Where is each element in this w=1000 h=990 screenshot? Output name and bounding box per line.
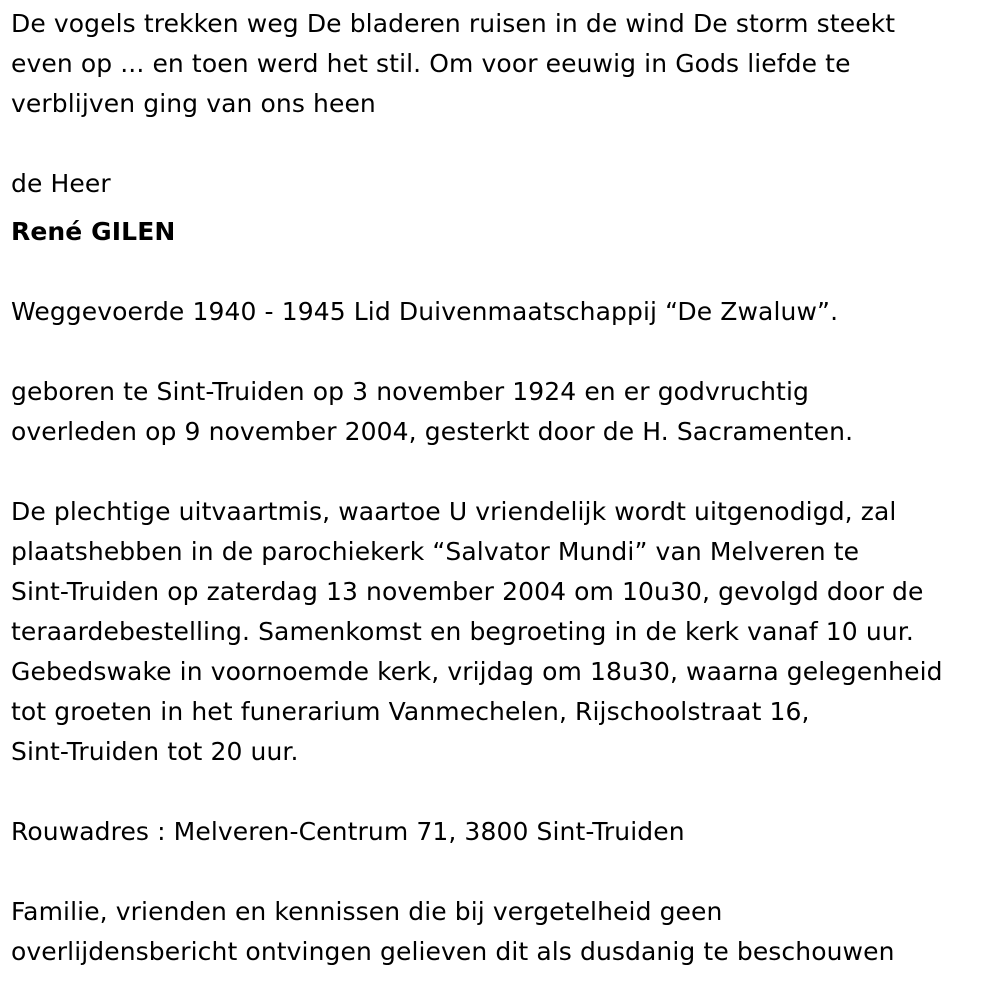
title-prefix: de Heer <box>11 169 111 198</box>
affiliation-text: Weggevoerde 1940 - 1945 Lid Duivenmaatschappij “De Zwaluw”. <box>11 297 839 326</box>
spacer <box>11 124 996 164</box>
intro-poem: De vogels trekken weg De bladeren ruisen in de wind De storm steekt even op ... en toen werd het stil. Om voor eeuwig in Gods liefde te verblijven ging van ons heen <box>11 9 896 118</box>
spacer <box>11 204 996 212</box>
spacer <box>11 852 996 892</box>
spacer <box>11 252 996 292</box>
spacer <box>11 452 996 492</box>
birth-death-text: geboren te Sint-Truiden op 3 november 1924 en er godvruchtig overleden op 9 november 2004, gesterkt door de H. Sacramenten. <box>11 377 854 446</box>
spacer <box>11 772 996 812</box>
funeral-details: De plechtige uitvaartmis, waartoe U vriendelijk wordt uitgenodigd, zal plaatshebben in de parochiekerk “Salvator Mundi” van Melveren te Sint-Truiden op zaterdag 13 november 2004 om 10u30, gevolgd door de teraardebestelling. Samenkomst en begroeting in de kerk vanaf 10 uur. Gebedswake in voornoemde kerk, vrijdag om 18u30, waarna gelegenheid tot groeten in het funerarium Vanmechelen, Rijschoolstraat 16, Sint-Truiden tot 20 uur. <box>11 497 943 766</box>
spacer <box>11 332 996 372</box>
closing-note: Familie, vrienden en kennissen die bij vergetelheid geen overlijdensbericht ontvingen gelieven dit als dusdanig te beschouwen <box>11 897 895 966</box>
death-notice <box>11 4 996 972</box>
mourning-address: Rouwadres : Melveren-Centrum 71, 3800 Sint-Truiden <box>11 817 685 846</box>
deceased-name: René GILEN <box>11 217 176 246</box>
